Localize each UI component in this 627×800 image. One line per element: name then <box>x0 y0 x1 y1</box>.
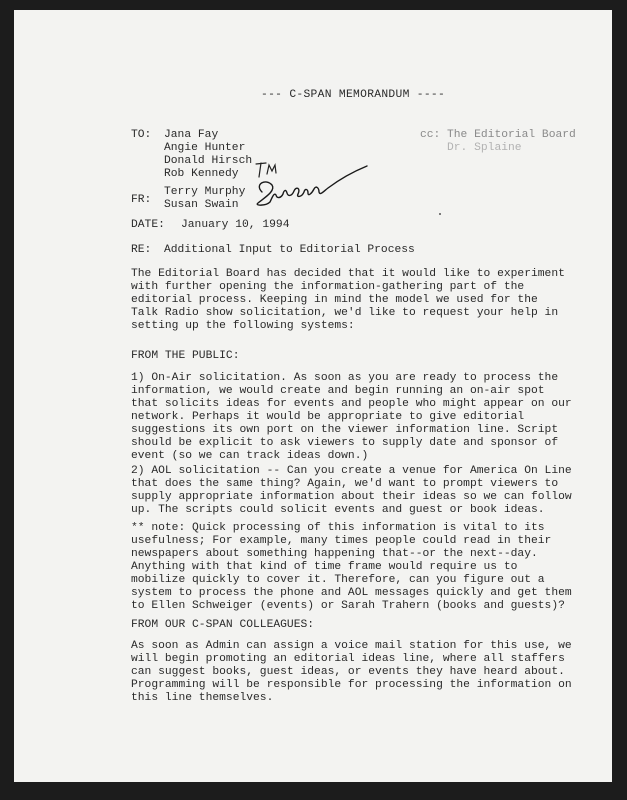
to-recipient: Angie Hunter <box>164 142 246 154</box>
to-label: TO: <box>131 129 152 141</box>
note-paragraph: ** note: Quick processing of this information is vital to its usefulness; For example, many times people could read in their newspapers about something happening that--or the next--day. Anything with that kind of time frame would require us to mobilize quickly to cover it. Therefore, can you figure out a system to process the phone and AOL messages quickly and get them to Ellen Schweiger (events) or Sarah Trahern (books and guests)? <box>131 522 572 612</box>
closing-paragraph: As soon as Admin can assign a voice mail station for this use, we will begin promoting an editorial ideas line, where all staffers can suggest books, guest ideas, or events they have heard about. Programming will be responsible for processing the information on this line themselves. <box>131 640 572 704</box>
item-on-air-solicitation: 1) On-Air solicitation. As soon as you are ready to process the information, we would create and begin running an on-air spot that solicits ideas for events and people who might appear on our network. Perhaps it would be appropriate to give editorial suggestions its own port on the viewer information line. Script should be explicit to ask viewers to supply date and sponsor of event (so we can track ideas down.) <box>131 372 572 462</box>
memo-page <box>14 10 612 782</box>
re-subject: Additional Input to Editorial Process <box>164 244 415 256</box>
to-recipient: Donald Hirsch <box>164 155 253 167</box>
from-sender: Susan Swain <box>164 199 239 211</box>
re-label: RE: <box>131 244 152 256</box>
section-heading-colleagues: FROM OUR C-SPAN COLLEAGUES: <box>131 619 315 631</box>
to-recipient: Rob Kennedy <box>164 168 239 180</box>
to-recipient: Jana Fay <box>164 129 219 141</box>
item-aol-solicitation: 2) AOL solicitation -- Can you create a venue for America On Line that does the same thing? Again, we'd want to prompt viewers to supply appropriate information about their ideas so we can follow up. The scripts could solicit events and guest or book ideas. <box>131 465 572 516</box>
memo-header: --- C-SPAN MEMORANDUM ---- <box>261 89 446 101</box>
paper-speck <box>439 213 441 215</box>
from-label: FR: <box>131 194 152 206</box>
from-sender: Terry Murphy <box>164 186 246 198</box>
intro-paragraph: The Editorial Board has decided that it would like to experiment with further opening the information-gathering part of the editorial process. Keeping in mind the model we used for the Talk Radio show solicitation, we'd like to request your help in setting up the following systems: <box>131 268 565 332</box>
cc-label: cc: <box>420 129 441 141</box>
date-value: January 10, 1994 <box>181 219 290 231</box>
cc-recipient: The Editorial Board <box>447 129 576 141</box>
cc-recipient: Dr. Splaine <box>447 142 522 154</box>
section-heading-public: FROM THE PUBLIC: <box>131 350 240 362</box>
date-label: DATE: <box>131 219 165 231</box>
handwritten-signature <box>242 158 377 218</box>
